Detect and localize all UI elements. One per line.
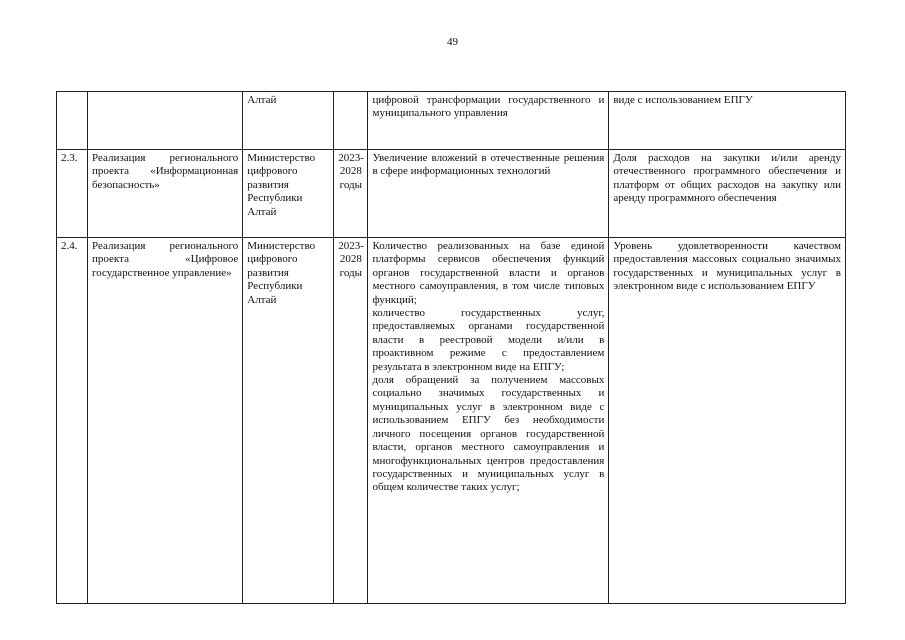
- result-cell: [368, 238, 609, 604]
- table-row: [57, 92, 846, 150]
- measure-name-cell: Реализация регионального проекта «Информационная безопасность»: [88, 150, 243, 238]
- result-cell: [368, 150, 609, 238]
- program-measures-table: [56, 91, 846, 604]
- measure-name-cell: [88, 92, 243, 150]
- table-row: [57, 238, 846, 604]
- executor-cell: Министерство цифрового развития Республики Алтай: [243, 150, 334, 238]
- executor-cell: Алтай: [243, 92, 334, 150]
- page-number: 49: [447, 36, 458, 48]
- row-number-cell: [57, 92, 88, 150]
- term-cell: [334, 92, 368, 150]
- indicator-cell: Уровень удовлетворенности качеством предоставления массовых социально значимых государственных и муниципальных услуг в электронном виде с использованием ЕПГУ: [609, 238, 846, 604]
- row-number-cell: 2.4.: [57, 238, 88, 604]
- indicator-cell: Доля расходов на закупки и/или аренду отечественного программного обеспечения и платформ от общих расходов на закупку или аренду программного обеспечения: [609, 150, 846, 238]
- indicator-cell: виде с использованием ЕПГУ: [609, 92, 846, 150]
- table-row: [57, 150, 846, 238]
- measure-name-cell: Реализация регионального проекта «Цифровое государственное управление»: [88, 238, 243, 604]
- result-item: Количество реализованных на базе единой платформы сервисов обеспечения функций органов государственной власти и органов местного самоуправления, в том числе типовых функций;: [372, 240, 605, 306]
- row-number-cell: 2.3.: [57, 150, 88, 238]
- term-cell: 2023-2028 годы: [334, 238, 368, 604]
- result-item: количество государственных услуг, предоставляемых органами государственной власти в реестровой модели и/или в проактивном режиме с предоставлением результата в электронном виде на ЕПГУ;: [372, 307, 605, 373]
- result-item: цифровой трансформации государственного и муниципального управления: [372, 94, 605, 120]
- executor-cell: Министерство цифрового развития Республики Алтай: [243, 238, 334, 604]
- result-item: доля обращений за получением массовых социально значимых государственных и муниципальных услуг в электронном виде с использованием ЕПГУ без необходимости личного посещения органов государственной власти, органов местного самоуправления и многофункциональных центров предоставления государственных и муниципальных услуг в общем количестве таких услуг;: [372, 374, 605, 494]
- term-cell: 2023-2028 годы: [334, 150, 368, 238]
- result-item: Увеличение вложений в отечественные решения в сфере информационных технологий: [372, 152, 605, 178]
- result-cell: [368, 92, 609, 150]
